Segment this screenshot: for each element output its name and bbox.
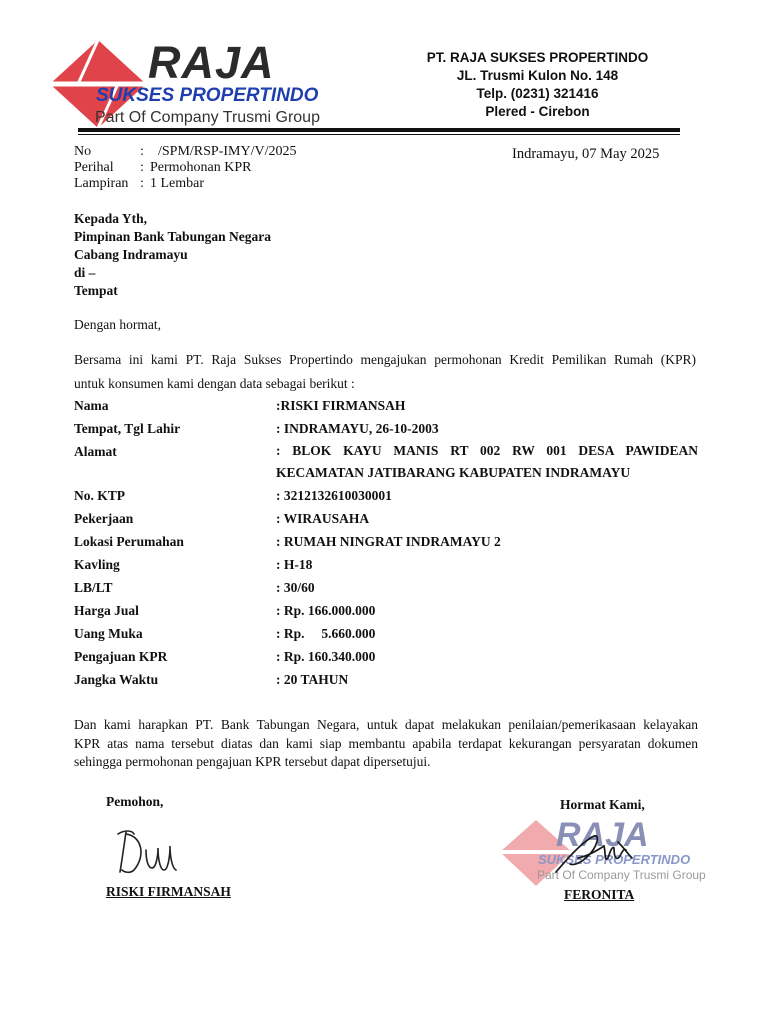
- logo-subtitle: SUKSES PROPERTINDO: [96, 85, 319, 106]
- director-sign-label: Hormat Kami,: [560, 797, 645, 812]
- applicant-signature-icon: [112, 826, 192, 878]
- stamp-wordmark: RAJA: [556, 816, 649, 854]
- closing-line: sehingga permohonan pengajuan KPR tersebut dapat dipersetujui.: [74, 754, 431, 769]
- data-row-address: [74, 440, 698, 484]
- data-label: Kavling: [74, 557, 120, 572]
- data-row-ktp: [74, 484, 698, 507]
- company-name: PT. RAJA SUKSES PROPERTINDO: [426, 50, 649, 65]
- addressee-block: [74, 210, 271, 300]
- stamp-subtitle: SUKSES PROPERTINDO: [538, 852, 691, 867]
- data-value: :RISKI FIRMANSAH: [276, 398, 406, 413]
- data-row-lot: [74, 553, 698, 576]
- data-label: Uang Muka: [74, 626, 143, 641]
- addressee-line: di –: [74, 265, 96, 280]
- data-label: Alamat: [74, 444, 117, 459]
- meta-number-label: No: [74, 144, 92, 159]
- company-info: [420, 49, 655, 121]
- data-value: : WIRAUSAHA: [276, 511, 370, 526]
- intro-line: untuk konsumen kami dengan data sebagai berikut :: [74, 376, 355, 391]
- data-label: No. KTP: [74, 488, 126, 503]
- data-row-housing: [74, 530, 698, 553]
- data-row-downpayment: [74, 622, 698, 645]
- data-label: Pekerjaan: [74, 511, 134, 526]
- meta-colon: :: [140, 160, 144, 175]
- intro-paragraph: [74, 348, 696, 396]
- meta-subject-row: [74, 160, 296, 176]
- meta-attachment-row: [74, 176, 296, 192]
- meta-attachment-label: Lampiran: [74, 176, 129, 191]
- data-value: : BLOK KAYU MANIS RT 002 RW 001 DESA PAWIDEAN KECAMATAN JATIBARANG KABUPATEN INDRAMAYU: [276, 443, 698, 480]
- data-value: : 30/60: [276, 580, 315, 595]
- data-label: Harga Jual: [74, 603, 139, 618]
- data-value: : 20 TAHUN: [276, 672, 349, 687]
- data-row-term: [74, 668, 698, 691]
- data-row-loan: [74, 645, 698, 668]
- addressee-line: Pimpinan Bank Tabungan Negara: [74, 229, 271, 244]
- letterhead-divider-thick: [78, 128, 680, 132]
- data-value: : RUMAH NINGRAT INDRAMAYU 2: [276, 534, 501, 549]
- data-label: Lokasi Perumahan: [74, 534, 184, 549]
- addressee-line: Tempat: [74, 283, 118, 298]
- salutation: Dengan hormat,: [74, 317, 161, 332]
- data-row-name: [74, 394, 698, 417]
- letterhead-divider-thin: [78, 134, 680, 135]
- data-label: Nama: [74, 398, 109, 413]
- logo-group-tagline: Part Of Company Trusmi Group: [95, 109, 320, 126]
- meta-number-row: [74, 144, 296, 160]
- meta-attachment-value: 1 Lembar: [150, 176, 205, 191]
- meta-subject-label: Perihal: [74, 160, 114, 175]
- company-city: Plered - Cirebon: [485, 104, 590, 119]
- letter-meta: [74, 144, 296, 192]
- data-value: : INDRAMAYU, 26-10-2003: [276, 421, 439, 436]
- letter-date: Indramayu, 07 May 2025: [512, 146, 660, 162]
- applicant-sign-label: Pemohon,: [106, 794, 164, 809]
- addressee-line: Kepada Yth,: [74, 211, 148, 226]
- closing-line: Dan kami harapkan PT. Bank Tabungan Negara, untuk dapat melakukan penilaian/pemerikasaan kelayakan: [74, 717, 698, 732]
- data-value: : Rp. 5.660.000: [276, 626, 376, 641]
- applicant-data-table: [74, 394, 698, 691]
- data-label: LB/LT: [74, 580, 113, 595]
- meta-colon: :: [140, 176, 144, 191]
- closing-line: KPR atas nama tersebut diatas dan kami siap membantu apabila terdapat kekurangan persyaratan dokumen: [74, 735, 698, 751]
- data-row-area: [74, 576, 698, 599]
- data-value: : H-18: [276, 557, 313, 572]
- data-label: Jangka Waktu: [74, 672, 159, 687]
- data-row-price: [74, 599, 698, 622]
- company-address: JL. Trusmi Kulon No. 148: [456, 68, 619, 83]
- meta-subject-value: Permohonan KPR: [150, 160, 252, 175]
- data-value: : 3212132610030001: [276, 488, 392, 503]
- meta-colon: :: [140, 144, 144, 159]
- data-value: : Rp. 166.000.000: [276, 603, 376, 618]
- stamp-group-tagline: Part Of Company Trusmi Group: [537, 868, 706, 882]
- data-label: Tempat, Tgl Lahir: [74, 421, 181, 436]
- intro-line: Bersama ini kami PT. Raja Sukses Propertindo mengajukan permohonan Kredit Pemilikan Rumah (KPR): [74, 352, 696, 367]
- data-label: Pengajuan KPR: [74, 649, 168, 664]
- data-row-occupation: [74, 507, 698, 530]
- company-phone: Telp. (0231) 321416: [476, 86, 599, 101]
- director-signature-icon: [548, 828, 638, 884]
- data-value: : Rp. 160.340.000: [276, 649, 376, 664]
- data-row-birth: [74, 417, 698, 440]
- applicant-name: RISKI FIRMANSAH: [106, 884, 231, 899]
- addressee-line: Cabang Indramayu: [74, 247, 188, 262]
- logo-wordmark: RAJA: [148, 37, 275, 88]
- director-name: FERONITA: [564, 887, 635, 902]
- closing-paragraph: [74, 716, 698, 772]
- meta-number-value: /SPM/RSP-IMY/V/2025: [158, 144, 297, 159]
